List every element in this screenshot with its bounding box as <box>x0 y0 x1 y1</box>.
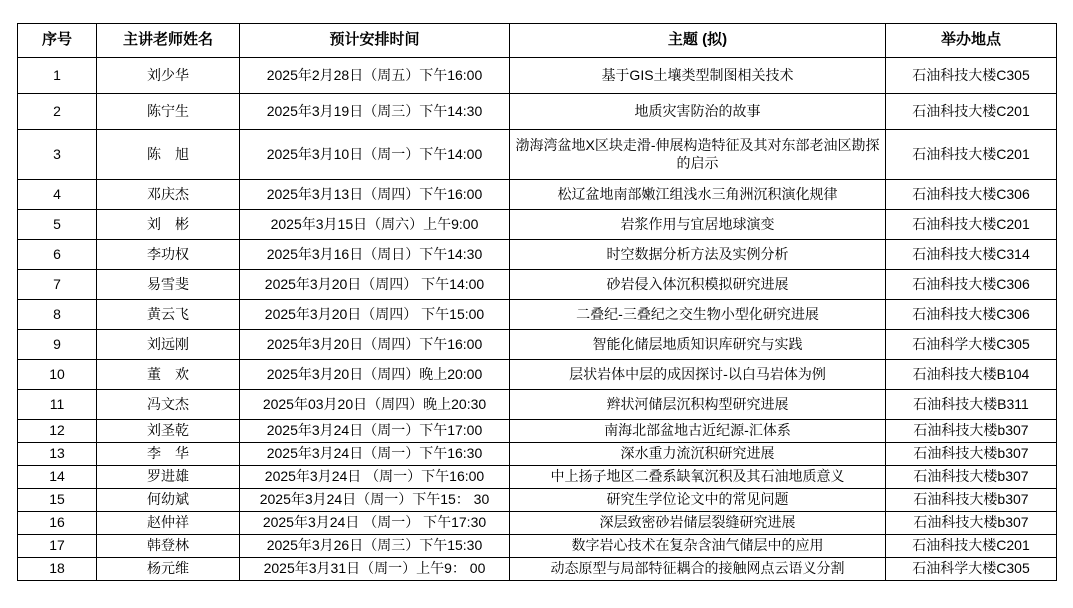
table-row <box>18 360 1057 390</box>
cell-lecturer: 刘 彬 <box>97 210 240 240</box>
cell-venue: 石油科技大楼C201 <box>886 130 1057 180</box>
cell-topic: 松辽盆地南部嫩江组浅水三角洲沉积演化规律 <box>510 180 886 210</box>
table-row <box>18 300 1057 330</box>
cell-topic: 地质灾害防治的故事 <box>510 94 886 130</box>
cell-venue: 石油科技大楼B104 <box>886 360 1057 390</box>
cell-lecturer: 赵仲祥 <box>97 512 240 535</box>
cell-lecturer: 刘圣乾 <box>97 420 240 443</box>
cell-index: 15 <box>18 489 97 512</box>
cell-time: 2025年3月10日（周一）下午14:00 <box>240 130 510 180</box>
cell-topic: 中上扬子地区二叠系缺氧沉积及其石油地质意义 <box>510 466 886 489</box>
cell-time: 2025年3月13日（周四）下午16:00 <box>240 180 510 210</box>
table-row <box>18 535 1057 558</box>
cell-topic: 南海北部盆地古近纪源-汇体系 <box>510 420 886 443</box>
cell-time: 2025年3月26日（周三）下午15:30 <box>240 535 510 558</box>
cell-topic: 数字岩心技术在复杂含油气储层中的应用 <box>510 535 886 558</box>
cell-venue: 石油科技大楼C305 <box>886 58 1057 94</box>
lecture-schedule-table <box>17 23 1057 581</box>
table-row <box>18 558 1057 581</box>
cell-topic: 辫状河储层沉积构型研究进展 <box>510 390 886 420</box>
table-row <box>18 466 1057 489</box>
cell-time: 2025年3月15日（周六）上午9:00 <box>240 210 510 240</box>
cell-venue: 石油科技大楼C306 <box>886 180 1057 210</box>
cell-index: 9 <box>18 330 97 360</box>
cell-time: 2025年03月20日（周四）晚上20:30 <box>240 390 510 420</box>
cell-index: 16 <box>18 512 97 535</box>
header-cell-venue: 举办地点 <box>886 24 1057 58</box>
table-row <box>18 390 1057 420</box>
cell-index: 2 <box>18 94 97 130</box>
cell-topic: 二叠纪-三叠纪之交生物小型化研究进展 <box>510 300 886 330</box>
cell-venue: 石油科技大楼b307 <box>886 443 1057 466</box>
cell-index: 1 <box>18 58 97 94</box>
cell-index: 17 <box>18 535 97 558</box>
cell-index: 13 <box>18 443 97 466</box>
table-row <box>18 210 1057 240</box>
cell-index: 5 <box>18 210 97 240</box>
cell-index: 14 <box>18 466 97 489</box>
cell-index: 7 <box>18 270 97 300</box>
cell-index: 12 <box>18 420 97 443</box>
cell-venue: 石油科技大楼b307 <box>886 489 1057 512</box>
cell-venue: 石油科技大楼C314 <box>886 240 1057 270</box>
cell-lecturer: 董 欢 <box>97 360 240 390</box>
cell-time: 2025年3月20日（周四） 下午15:00 <box>240 300 510 330</box>
cell-venue: 石油科学大楼C305 <box>886 558 1057 581</box>
cell-lecturer: 刘少华 <box>97 58 240 94</box>
header-cell-lecturer: 主讲老师姓名 <box>97 24 240 58</box>
cell-topic: 深层致密砂岩储层裂缝研究进展 <box>510 512 886 535</box>
cell-time: 2025年3月31日（周一）上午9： 00 <box>240 558 510 581</box>
header-cell-topic: 主题 (拟) <box>510 24 886 58</box>
cell-lecturer: 韩登林 <box>97 535 240 558</box>
cell-time: 2025年3月20日（周四） 下午14:00 <box>240 270 510 300</box>
cell-lecturer: 冯文杰 <box>97 390 240 420</box>
cell-venue: 石油科技大楼b307 <box>886 466 1057 489</box>
cell-index: 11 <box>18 390 97 420</box>
cell-lecturer: 李 华 <box>97 443 240 466</box>
cell-time: 2025年3月19日（周三）下午14:30 <box>240 94 510 130</box>
cell-time: 2025年3月16日（周日）下午14:30 <box>240 240 510 270</box>
table-row <box>18 512 1057 535</box>
cell-topic: 基于GIS土壤类型制图相关技术 <box>510 58 886 94</box>
cell-topic: 研究生学位论文中的常见问题 <box>510 489 886 512</box>
cell-lecturer: 罗进雄 <box>97 466 240 489</box>
cell-venue: 石油科技大楼b307 <box>886 420 1057 443</box>
cell-topic: 岩浆作用与宜居地球演变 <box>510 210 886 240</box>
cell-lecturer: 杨元维 <box>97 558 240 581</box>
header-cell-time: 预计安排时间 <box>240 24 510 58</box>
header-row <box>18 24 1057 58</box>
cell-lecturer: 何幼斌 <box>97 489 240 512</box>
cell-time: 2025年3月24日 （周一）下午16:00 <box>240 466 510 489</box>
cell-index: 8 <box>18 300 97 330</box>
cell-time: 2025年3月24日（周一）下午16:30 <box>240 443 510 466</box>
cell-venue: 石油科技大楼C201 <box>886 94 1057 130</box>
cell-time: 2025年3月24日（周一）下午15： 30 <box>240 489 510 512</box>
cell-lecturer: 黄云飞 <box>97 300 240 330</box>
cell-venue: 石油科技大楼C306 <box>886 270 1057 300</box>
cell-lecturer: 易雪斐 <box>97 270 240 300</box>
cell-topic: 深水重力流沉积研究进展 <box>510 443 886 466</box>
table-row <box>18 420 1057 443</box>
cell-venue: 石油科学大楼C305 <box>886 330 1057 360</box>
table-row <box>18 130 1057 180</box>
cell-venue: 石油科技大楼B311 <box>886 390 1057 420</box>
table-row <box>18 240 1057 270</box>
cell-venue: 石油科技大楼C306 <box>886 300 1057 330</box>
table-header <box>18 24 1057 58</box>
table-body <box>18 58 1057 581</box>
cell-venue: 石油科技大楼b307 <box>886 512 1057 535</box>
cell-topic: 层状岩体中层的成因探讨-以白马岩体为例 <box>510 360 886 390</box>
table-row <box>18 180 1057 210</box>
cell-time: 2025年3月20日（周四）下午16:00 <box>240 330 510 360</box>
table-row <box>18 94 1057 130</box>
cell-topic: 渤海湾盆地X区块走滑-伸展构造特征及其对东部老油区勘探的启示 <box>510 130 886 180</box>
cell-index: 18 <box>18 558 97 581</box>
cell-index: 4 <box>18 180 97 210</box>
cell-venue: 石油科技大楼C201 <box>886 535 1057 558</box>
cell-lecturer: 陈宁生 <box>97 94 240 130</box>
header-cell-index: 序号 <box>18 24 97 58</box>
table-row <box>18 58 1057 94</box>
cell-venue: 石油科技大楼C201 <box>886 210 1057 240</box>
cell-lecturer: 李功权 <box>97 240 240 270</box>
cell-index: 3 <box>18 130 97 180</box>
cell-time: 2025年3月20日（周四）晚上20:00 <box>240 360 510 390</box>
table-row <box>18 330 1057 360</box>
cell-lecturer: 邓庆杰 <box>97 180 240 210</box>
cell-time: 2025年3月24日 （周一） 下午17:30 <box>240 512 510 535</box>
cell-index: 6 <box>18 240 97 270</box>
cell-topic: 时空数据分析方法及实例分析 <box>510 240 886 270</box>
cell-index: 10 <box>18 360 97 390</box>
cell-topic: 动态原型与局部特征耦合的接触网点云语义分割 <box>510 558 886 581</box>
table-row <box>18 489 1057 512</box>
cell-time: 2025年2月28日（周五）下午16:00 <box>240 58 510 94</box>
cell-topic: 砂岩侵入体沉积模拟研究进展 <box>510 270 886 300</box>
cell-topic: 智能化储层地质知识库研究与实践 <box>510 330 886 360</box>
cell-lecturer: 陈 旭 <box>97 130 240 180</box>
table-row <box>18 270 1057 300</box>
table-row <box>18 443 1057 466</box>
cell-lecturer: 刘远刚 <box>97 330 240 360</box>
cell-time: 2025年3月24日（周一）下午17:00 <box>240 420 510 443</box>
